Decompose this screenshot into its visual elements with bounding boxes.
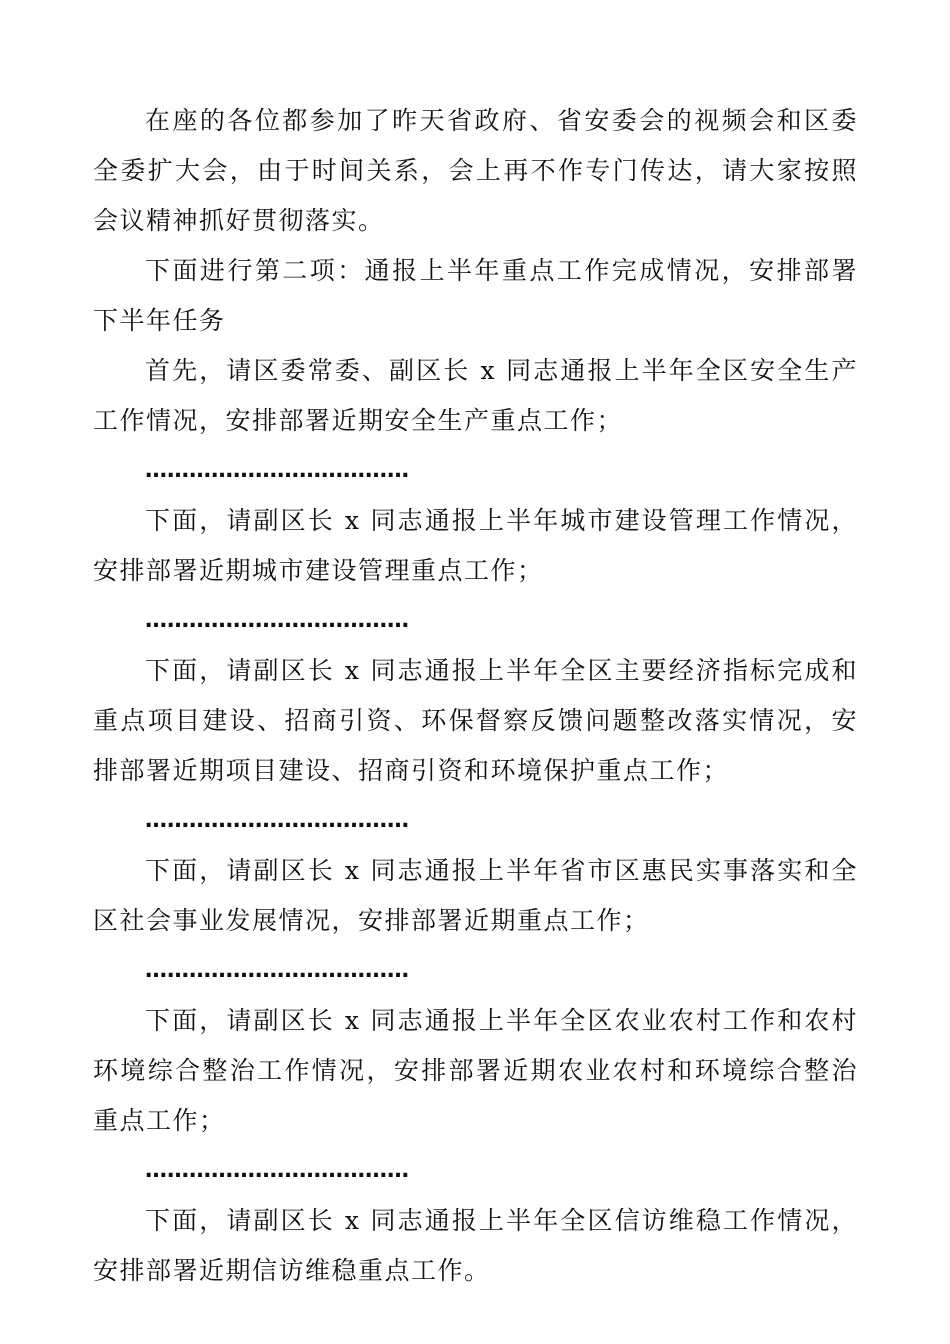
paragraph-livelihood: 下面，请副区长 x 同志通报上半年省市区惠民实事落实和全区社会事业发展情况，安排部署近期重点工作；: [93, 856, 858, 935]
document-body: [93, 96, 858, 1296]
paragraph-economy-projects: 下面，请副区长 x 同志通报上半年全区主要经济指标完成和重点项目建设、招商引资、环保督察反馈问题整改落实情况，安排部署近期项目建设、招商引资和环境保护重点工作；: [93, 656, 858, 785]
ellipsis-separator: ………………………………: [145, 1158, 409, 1183]
ellipsis-separator: ………………………………: [145, 958, 409, 983]
paragraph-item-two-heading: 下面进行第二项：通报上半年重点工作完成情况，安排部署下半年任务: [93, 256, 858, 335]
paragraph-safety-report: 首先，请区委常委、副区长 x 同志通报上半年全区安全生产工作情况，安排部署近期安全生产重点工作；: [93, 356, 858, 435]
ellipsis-separator: ………………………………: [145, 808, 409, 833]
paragraph-agriculture: 下面，请副区长 x 同志通报上半年全区农业农村工作和农村环境综合整治工作情况，安排部署近期农业农村和环境综合整治重点工作；: [93, 1006, 858, 1135]
paragraph-urban-construction: 下面，请副区长 x 同志通报上半年城市建设管理工作情况，安排部署近期城市建设管理重点工作；: [93, 506, 858, 585]
ellipsis-separator: ………………………………: [145, 608, 409, 633]
paragraph-petitions-stability: 下面，请副区长 x 同志通报上半年全区信访维稳工作情况，安排部署近期信访维稳重点工作。: [93, 1206, 858, 1285]
paragraph-opening: 在座的各位都参加了昨天省政府、省安委会的视频会和区委全委扩大会，由于时间关系，会上再不作专门传达，请大家按照会议精神抓好贯彻落实。: [93, 106, 858, 235]
ellipsis-separator: ………………………………: [145, 458, 409, 483]
